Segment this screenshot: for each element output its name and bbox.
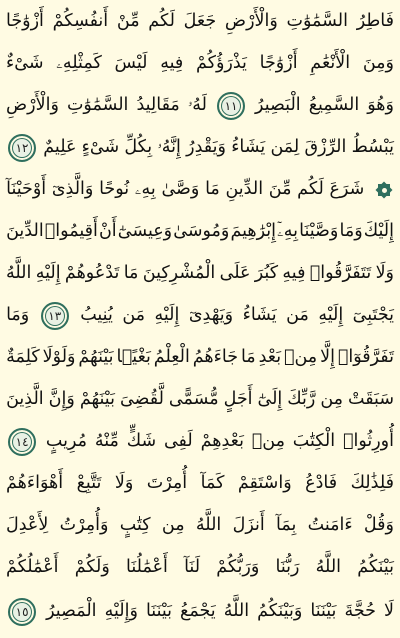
text-line-5 [6, 170, 394, 210]
word: أُمِرْتَ [146, 473, 188, 494]
word: تَفَرَّقُوٓا۟ [337, 347, 394, 368]
word: وَعِيسَىٰٓ [117, 221, 173, 242]
word: اللَّهُ [195, 515, 222, 536]
word: اللَّهُ [315, 557, 342, 578]
word: إِلَيْكَ [363, 221, 394, 242]
word: عَلَى [219, 263, 251, 284]
word: لِمَن [270, 137, 300, 158]
word: مِّنْ [116, 11, 140, 32]
word: فَاطِرُ [356, 11, 394, 32]
word: أَنْ [98, 221, 117, 242]
word: أَزْوَٰجًا [259, 53, 298, 74]
word: فِيهِ [282, 263, 306, 284]
word: جَاءَهُمُ [192, 347, 239, 368]
word: مَن [122, 305, 146, 326]
word: لَا [384, 601, 394, 622]
word: وَيَهْدِىٓ [188, 305, 234, 326]
word: وَلَا [114, 473, 134, 494]
word: لَيْسَ [114, 53, 148, 74]
word: كِتَٰبٍ [119, 515, 151, 536]
word: يَشَاءُ [242, 305, 277, 326]
word: إِلَيْهِ [318, 305, 344, 326]
word: مِنۢ [283, 347, 318, 368]
word: كَبُرَ [254, 263, 279, 284]
word: عَلِيمٌ [43, 137, 77, 158]
word: بَغْيًۢا [116, 347, 151, 368]
word: بِكُلِّ [124, 137, 153, 158]
ayah-number-11-marker: ١١ [217, 92, 245, 120]
word: الْكِتَٰبَ [292, 431, 336, 452]
word: الْمَصِيرُ [46, 601, 97, 622]
word: لَكُم [148, 11, 175, 32]
word: مَقَالِيدُ [136, 95, 180, 116]
word: لَنَآ [184, 557, 201, 578]
word: وَمَا [339, 221, 363, 242]
text-line-15 [6, 592, 394, 632]
word: السَّمِيعُ [308, 95, 360, 116]
word: مَا [205, 179, 220, 200]
word: بِمَآ [276, 515, 297, 536]
word: أَعْمَٰلُنَا [126, 557, 168, 578]
word: نُوحًا [99, 179, 130, 200]
word: إِلَيْهِ [154, 305, 180, 326]
word: أَجَلٍ [223, 389, 253, 410]
word: لَفِى [163, 431, 193, 452]
word: أَعْمَٰلُكُمْ [6, 557, 59, 578]
word: شَرَعَ [329, 179, 365, 200]
word: إِلَىٰٓ [257, 389, 283, 410]
word: الدِّينَ [6, 221, 44, 242]
word: بَيْنَهُمْ [79, 389, 115, 410]
word: مِن [161, 515, 185, 536]
word: بِهِۦٓ [277, 221, 299, 242]
ayah-number-15-marker: ١٥ [8, 598, 36, 626]
word: يَجْمَعُ [180, 601, 216, 622]
word: السَّمَٰوَٰتِ [286, 11, 348, 32]
word: يَذْرَؤُكُمْ [195, 53, 247, 74]
text-line-9 [6, 338, 394, 378]
word: شَىْءٌ [6, 53, 44, 74]
text-line-12 [6, 464, 394, 504]
word: تَتَفَرَّقُوا۟ [309, 263, 372, 284]
word: وَقُلْ [363, 515, 394, 536]
word: فَلِذَٰلِكَ [350, 473, 394, 494]
word: الْبَصِيرُ [255, 95, 301, 116]
word: إِلَّا [320, 347, 335, 368]
word: شَىْءٍ [81, 137, 120, 158]
word: وَلَا [375, 263, 394, 284]
word: اللَّهُ [223, 601, 250, 622]
word: مِّنَ [268, 179, 292, 200]
word: وَالْأَرْضِ [6, 95, 59, 116]
word: مُرِيبٍ [45, 431, 87, 452]
word: يَجْتَبِىٓ [352, 305, 394, 326]
word: جَعَلَ [183, 11, 217, 32]
word: وَاسْتَقِمْ [237, 473, 292, 494]
word: فِيهِ [160, 53, 184, 74]
word: بَعْدِهِمْ [200, 431, 244, 452]
word: الدِّينِ [225, 179, 264, 200]
word: وَأُمِرْتُ [59, 515, 109, 536]
word: وَلَكُمْ [74, 557, 110, 578]
text-line-3 [6, 86, 394, 126]
word: يَبْسُطُ [351, 137, 394, 158]
word: وَبَيْنَكُمُ [257, 601, 303, 622]
word: بَيْنَهُمْ [78, 347, 114, 368]
word: بَيْنَنَا [310, 601, 337, 622]
word: سَبَقَتْ [348, 389, 394, 410]
word: أَنفُسِكُمْ [52, 11, 109, 32]
word: فَادْعُ [305, 473, 338, 494]
word: الْأَنْعَٰمِ [310, 53, 351, 74]
word: إِبْرَٰهِيمَ [230, 221, 277, 242]
word: وَمِنَ [362, 53, 394, 74]
text-line-10 [6, 380, 394, 420]
word: لَهُۥ [187, 95, 207, 116]
word: إِلَيْهِ [35, 263, 61, 284]
word: يَشَاءُ [231, 137, 266, 158]
word: وَمَا [6, 305, 30, 326]
word: وَهُوَ [367, 95, 394, 116]
word: الَّذِينَ [6, 389, 44, 410]
text-line-11 [6, 422, 394, 462]
word: بِهِۦ [134, 179, 156, 200]
word: وَرَبُّكُمْ [216, 557, 260, 578]
word: وَالَّذِىٓ [51, 179, 94, 200]
word: رَّبِّكَ [287, 389, 316, 410]
word: رَبُّنَا [275, 557, 300, 578]
word: الرِّزْقَ [304, 137, 347, 158]
word: وَصَّيْنَا [299, 221, 339, 242]
word: مِن [320, 389, 344, 410]
word: وَصَّىٰ [161, 179, 200, 200]
word: مَن [286, 305, 309, 326]
word: لَكُم [297, 179, 324, 200]
word: إِنَّهُۥ [157, 137, 181, 158]
text-line-2 [6, 44, 394, 84]
word: لَّقُضِىَ [119, 389, 164, 410]
word: تَدْعُوهُمْ [64, 263, 120, 284]
word: أَنزَلَ [232, 515, 265, 536]
word: مَا [123, 263, 139, 284]
word: مَا [240, 347, 256, 368]
hizb-marker-icon [376, 182, 392, 198]
text-line-6 [6, 212, 394, 252]
word: مِّنْهُ [94, 431, 119, 452]
word: يُنِيبُ [80, 305, 113, 326]
word: أُورِثُوا۟ [342, 431, 394, 452]
word: مِنۢ [251, 431, 285, 452]
word: مُّسَمًّى [168, 389, 219, 410]
text-line-1 [6, 2, 394, 42]
ayah-number-13-marker: ١٣ [41, 302, 69, 330]
word: كَمِثْلِهِۦ [56, 53, 102, 74]
ayah-number-14-marker: ١٤ [8, 428, 36, 456]
word: ءَامَنتُ [307, 515, 353, 536]
word: لِأَعْدِلَ [6, 515, 49, 536]
word: اللَّهُ [6, 263, 32, 284]
word: الْمُشْرِكِينَ [142, 263, 216, 284]
word: بَيْنَنَا [145, 601, 172, 622]
word: حُجَّةَ [344, 601, 376, 622]
word: كَلِمَةٌ [6, 347, 40, 368]
word: السَّمَٰوَٰتِ [66, 95, 129, 116]
word: بَيْنَكُمُ [357, 557, 394, 578]
text-line-4 [6, 128, 394, 168]
word: أَوْحَيْنَآ [6, 179, 47, 200]
word: وَمُوسَىٰ [173, 221, 230, 242]
ayah-number-12-marker: ١٢ [8, 134, 36, 162]
word: وَيَقْدِرُ [186, 137, 226, 158]
word: بَعْدِ [258, 347, 282, 368]
word: تَتَّبِعْ [76, 473, 102, 494]
word: شَكٍّ [126, 431, 157, 452]
word: وَلَوْلَا [42, 347, 76, 368]
word: أَزْوَٰجًا [6, 11, 44, 32]
word: الْعِلْمُ [153, 347, 190, 368]
text-line-7 [6, 254, 394, 294]
text-line-14 [6, 548, 394, 588]
word: أَهْوَاءَهُمْ [6, 473, 64, 494]
word: كَمَآ [200, 473, 225, 494]
word: وَإِلَيْهِ [104, 601, 138, 622]
word: أَقِيمُوا۟ [44, 221, 98, 242]
word: وَالْأَرْضِ [224, 11, 278, 32]
text-line-13 [6, 506, 394, 546]
word: وَإِنَّ [48, 389, 75, 410]
text-line-8 [6, 296, 394, 336]
